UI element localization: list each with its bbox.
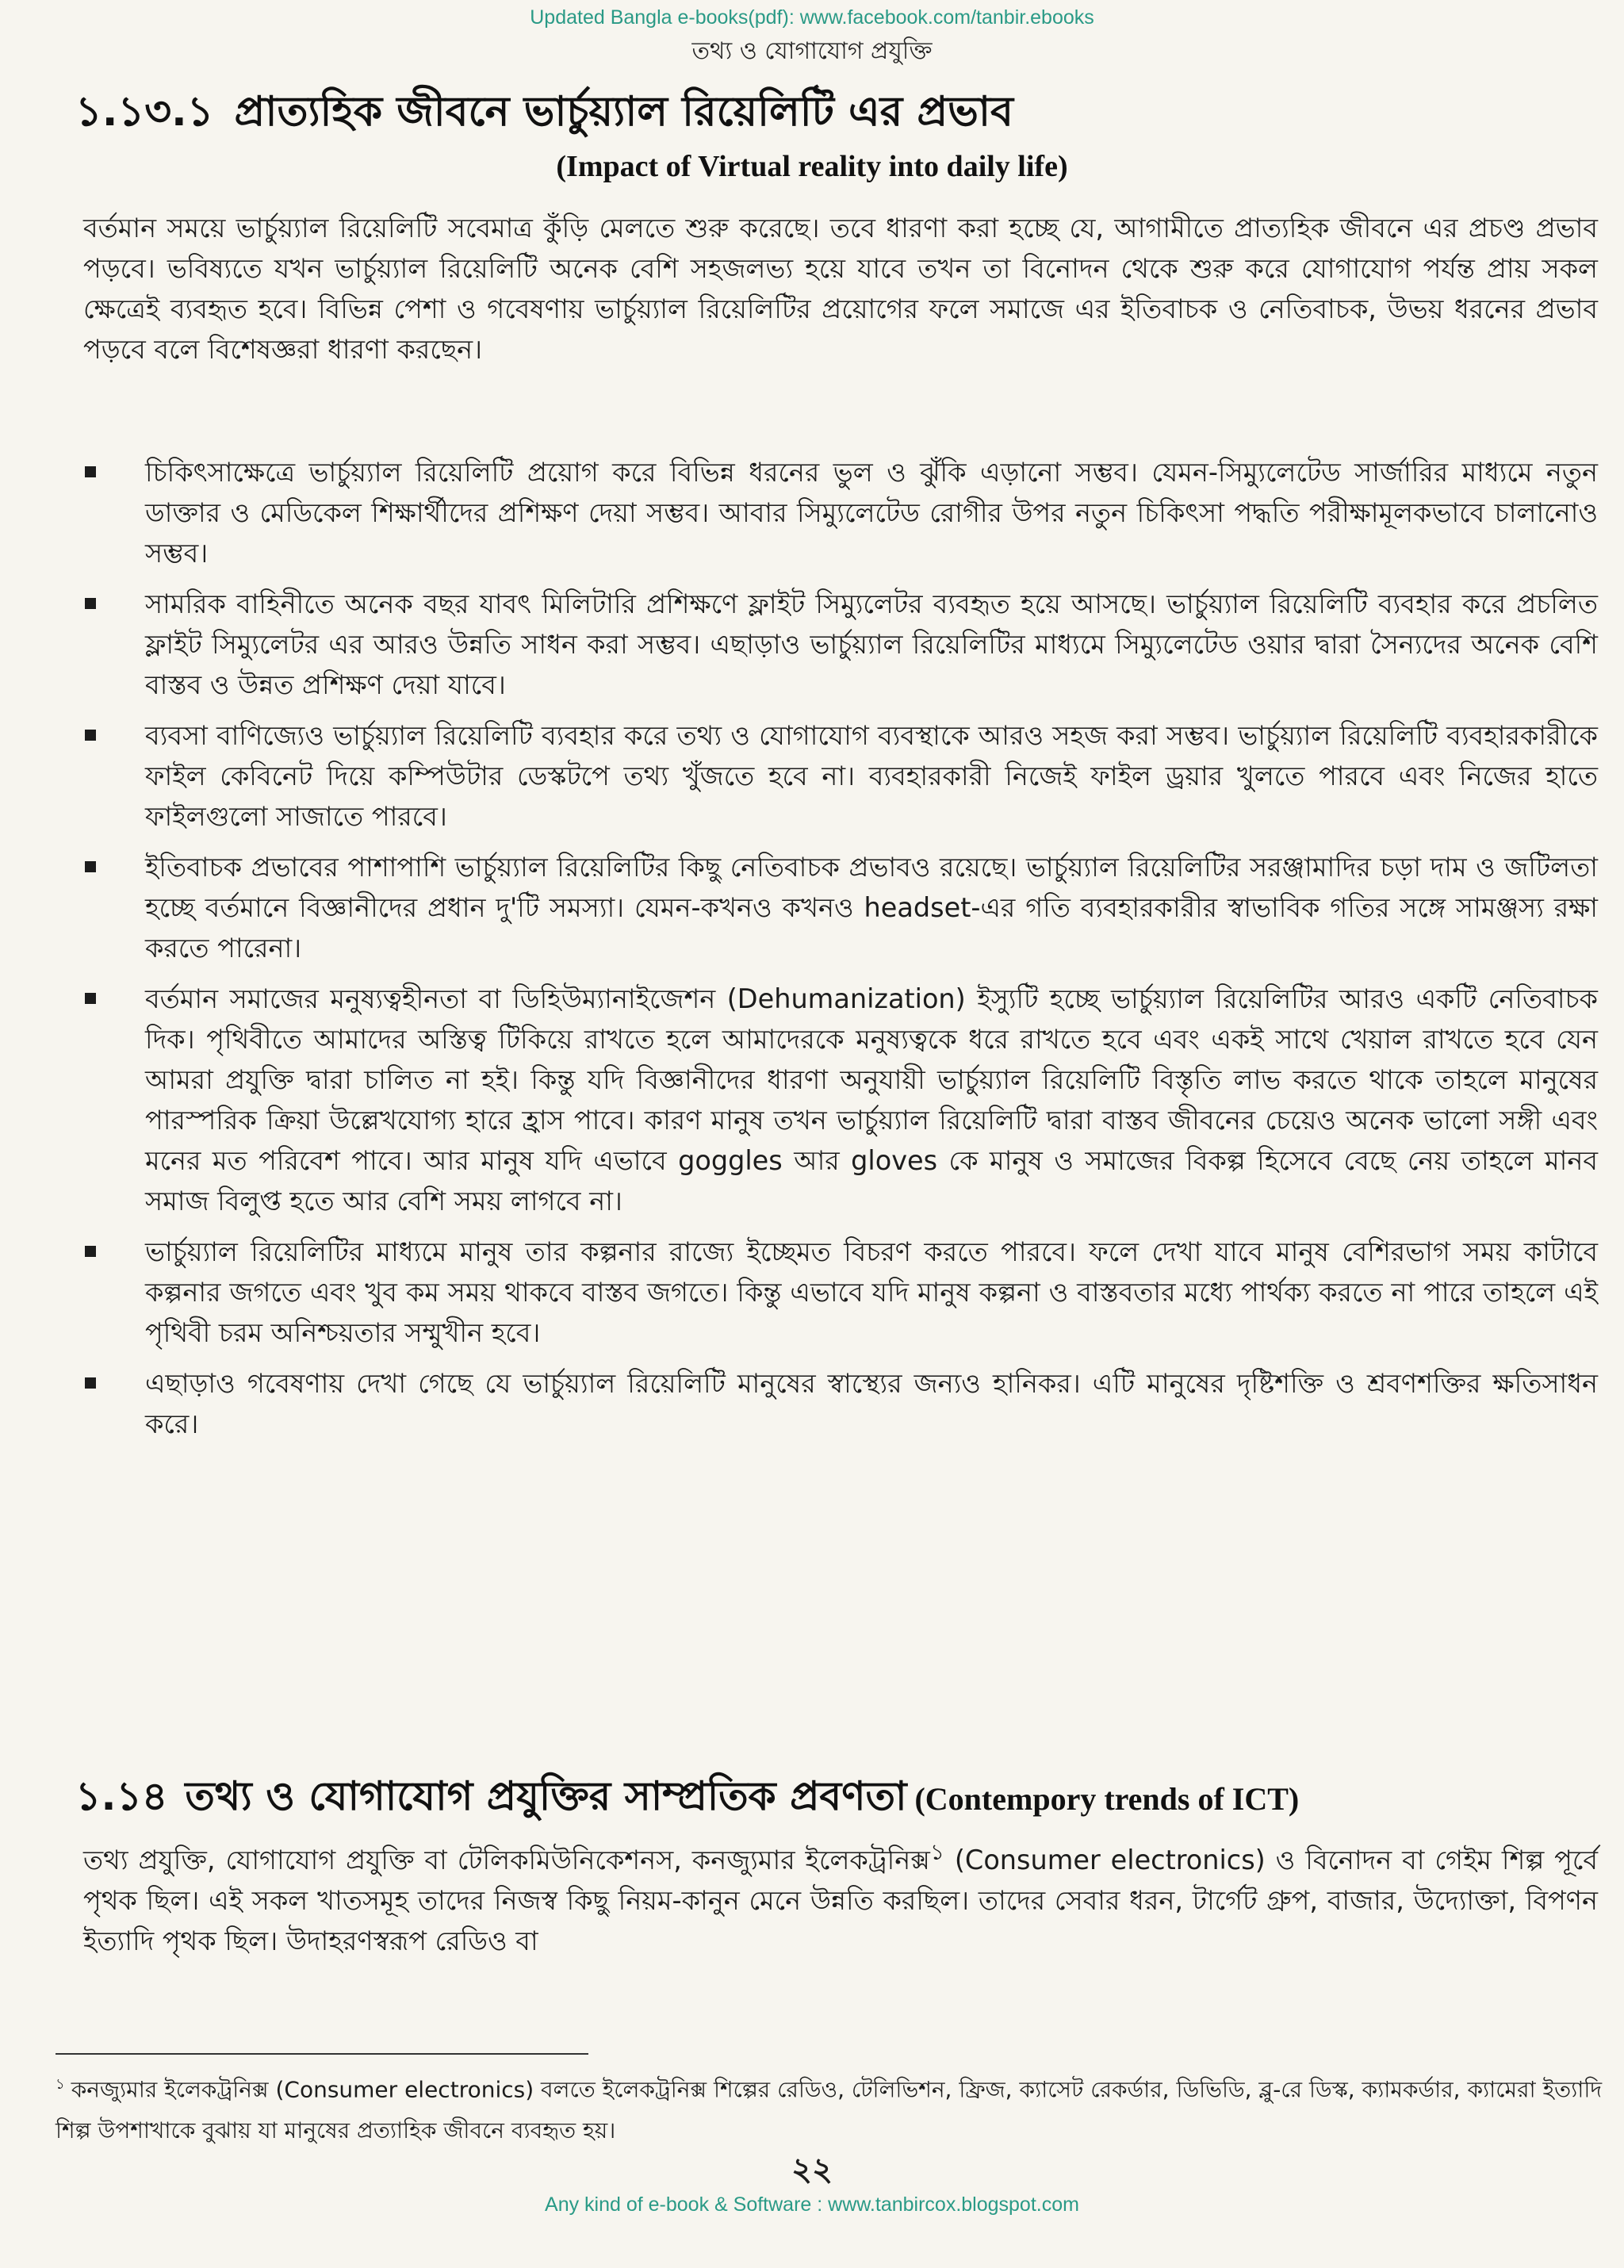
bullet-text: বর্তমান সমাজের মনুষ্যত্বহীনতা বা ডিহিউম্যানাইজেশন (Dehumanization) ইস্যুটি হচ্ছে ভার্চুয়্যাল রিয়েলিটির আরও একটি নেতিবাচক দিক। পৃথিবীতে আমাদের অস্তিত্ব টিকিয়ে রাখতে হলে আমাদেরকে মনুষ্যত্বকে ধরে রাখতে হবে এবং একই সাথে খেয়াল রাখতে হবে যেন আমরা প্রযুক্তি দ্বারা চালিত না হই। কিন্তু যদি বিজ্ঞানীদের ধারণা অনুযায়ী ভার্চুয়্যাল রিয়েলিটি বিস্তৃতি লাভ করতে থাকে তাহলে মানুষের পারস্পরিক ক্রিয়া উল্লেখযোগ্য হারে হ্রাস পাবে। কারণ মানুষ তখন ভার্চুয়্যাল রিয়েলিটি দ্বারা বাস্তব জীবনের চেয়েও অনেক ভালো সঙ্গী এবং মনের মত পরিবেশ পাবে। আর মানুষ যদি এভাবে goggles আর gloves কে মানুষ ও সমাজের বিকল্প হিসেবে বেছে নেয় তাহলে মানব সমাজ বিলুপ্ত হতে আর বেশি সময় লাগবে না।: [145, 983, 1598, 1216]
bullet-item-medical: [83, 452, 1598, 573]
bullet-text: ব্যবসা বাণিজ্যেও ভার্চুয়্যাল রিয়েলিটি ব্যবহার করে তথ্য ও যোগাযোগ ব্যবস্থাকে আরও সহজ করা সম্ভব। ভার্চুয়্যাল রিয়েলিটি ব্যবহারকারীকে ফাইল কেবিনেট দিয়ে কম্পিউটার ডেস্কটপে তথ্য খুঁজতে হবে না। ব্যবহারকারী নিজেই ফাইল ড্রয়ার খুলতে পারবে এবং নিজের হাতে ফাইলগুলো সাজাতে পারবে।: [145, 720, 1598, 832]
footnote-text: কনজ্যুমার ইলেকট্রনিক্স (Consumer electronics) বলতে ইলেকট্রনিক্স শিল্পের রেডিও, টেলিভিশন, ফ্রিজ, ক্যাসেট রেকর্ডার, ডিভিডি, ব্লু-রে ডিস্ক, ক্যামকর্ডার, ক্যামেরা ইত্যাদি শিল্প উপশাখাকে বুঝায় যা মানুষের প্রত্যাহিক জীবনে ব্যবহৃত হয়।: [56, 2076, 1603, 2144]
bottom-watermark-link: Any kind of e-book & Software : www.tanbircox.blogspot.com: [545, 2193, 1079, 2216]
section-number: ১.১৪: [75, 1773, 168, 1819]
section-heading-1-13-1: [75, 79, 1013, 148]
bullet-text: সামরিক বাহিনীতে অনেক বছর যাবৎ মিলিটারি প্রশিক্ষণে ফ্লাইট সিম্যুলেটর ব্যবহৃত হয়ে আসছে। ভার্চুয়্যাল রিয়েলিটি ব্যবহার করে প্রচলিত ফ্লাইট সিম্যুলেটর এর আরও উন্নতি সাধন করা সম্ভব। এছাড়াও ভার্চুয়্যাল রিয়েলিটির মাধ্যমে সিম্যুলেটেড ওয়ার দ্বারা সৈন্যদের অনেক বেশি বাস্তব ও উন্নত প্রশিক্ষণ দেয়া যাবে।: [145, 588, 1598, 700]
section-title-english: (Contempory trends of ICT): [914, 1781, 1300, 1817]
running-header: তথ্য ও যোগাযোগ প্রযুক্তি: [691, 37, 933, 65]
bullet-item-health: [83, 1363, 1598, 1444]
bullet-item-military: [83, 584, 1598, 705]
footnote-reference: ১: [929, 1839, 944, 1865]
footnote: [56, 2064, 1606, 2151]
bullet-square-icon: [85, 1246, 96, 1257]
bullet-square-icon: [85, 598, 96, 609]
paragraph-text-rest: (Consumer electronics) ও বিনোদন বা গেইম শিল্প পূর্বে পৃথক ছিল। এই সকল খাতসমূহ তাদের নিজস্ব কিছু নিয়ম-কানুন মেনে উন্নতি করছিল। তাদের সেবার ধরন, টার্গেট গ্রুপ, বাজার, উদ্যোক্তা, বিপণন ইত্যাদি পৃথক ছিল। উদাহরণস্বরূপ রেডিও বা: [83, 1845, 1598, 1957]
bullet-square-icon: [85, 730, 96, 741]
impact-bullet-list: [83, 452, 1598, 1454]
top-watermark-link: Updated Bangla e-books(pdf): www.facebook.com/tanbir.ebooks: [530, 6, 1094, 29]
intro-paragraph: বর্তমান সময়ে ভার্চুয়্যাল রিয়েলিটি সবেমাত্র কুঁড়ি মেলতে শুরু করেছে। তবে ধারণা করা হচ্ছে যে, আগামীতে প্রাত্যহিক জীবনে এর প্রচণ্ড প্রভাব পড়বে। ভবিষ্যতে যখন ভার্চুয়্যাল রিয়েলিটি অনেক বেশি সহজলভ্য হয়ে যাবে তখন তা বিনোদন থেকে শুরু করে যোগাযোগ পর্যন্ত প্রায় সকল ক্ষেত্রেই ব্যবহৃত হবে। বিভিন্ন পেশা ও গবেষণায় ভার্চুয়্যাল রিয়েলিটির প্রয়োগের ফলে সমাজে এর ইতিবাচক ও নেতিবাচক, উভয় ধরনের প্রভাব পড়বে বলে বিশেষজ্ঞরা ধারণা করছেন।: [83, 213, 1598, 365]
footnote-divider: [56, 2053, 588, 2055]
bullet-item-dehumanization: [83, 979, 1598, 1221]
footnote-mark: ১: [56, 2076, 65, 2093]
bullet-square-icon: [85, 1377, 96, 1389]
bullet-item-negative: [83, 847, 1598, 968]
bullet-text: ইতিবাচক প্রভাবের পাশাপাশি ভার্চুয়্যাল রিয়েলিটির কিছু নেতিবাচক প্রভাবও রয়েছে। ভার্চুয়্যাল রিয়েলিটির সরঞ্জামাদির চড়া দাম ও জটিলতা হচ্ছে বর্তমানে বিজ্ঞানীদের প্রধান দু'টি সমস্যা। যেমন-কখনও কখনও headset-এর গতি ব্যবহারকারীর স্বাভাবিক গতির সঙ্গে সামঞ্জস্য রক্ষা করতে পারেনা।: [145, 852, 1598, 964]
ict-trends-paragraph: [83, 1832, 1598, 1961]
page-number: ২২: [791, 2151, 833, 2188]
bullet-item-business: [83, 715, 1598, 837]
bullet-text: চিকিৎসাক্ষেত্রে ভার্চুয়্যাল রিয়েলিটি প্রয়োগ করে বিভিন্ন ধরনের ভুল ও ঝুঁকি এড়ানো সম্ভব। যেমন-সিম্যুলেটেড সার্জারির মাধ্যমে নতুন ডাক্তার ও মেডিকেল শিক্ষার্থীদের প্রশিক্ষণ দেয়া সম্ভব। আবার সিম্যুলেটেড রোগীর উপর নতুন চিকিৎসা পদ্ধতি পরীক্ষামূলকভাবে চালানোও সম্ভব।: [145, 457, 1598, 569]
section-subtitle-english: (Impact of Virtual reality into daily life): [556, 150, 1068, 183]
bullet-text: এছাড়াও গবেষণায় দেখা গেছে যে ভার্চুয়্যাল রিয়েলিটি মানুষের স্বাস্থ্যের জন্যও হানিকর। এটি মানুষের দৃষ্টিশক্তি ও শ্রবণশক্তির ক্ষতিসাধন করে।: [145, 1368, 1598, 1439]
paragraph-text-start: তথ্য প্রযুক্তি, যোগাযোগ প্রযুক্তি বা টেলিকমিউনিকেশনস, কনজ্যুমার ইলেকট্রনিক্স: [83, 1845, 930, 1876]
section-heading-1-14: [75, 1767, 1299, 1833]
bullet-item-imagination: [83, 1232, 1598, 1353]
section-title: তথ্য ও যোগাযোগ প্রযুক্তির সাম্প্রতিক প্রবণতা: [185, 1773, 907, 1819]
bullet-square-icon: [85, 993, 96, 1004]
bullet-text: ভার্চুয়্যাল রিয়েলিটির মাধ্যমে মানুষ তার কল্পনার রাজ্যে ইচ্ছেমত বিচরণ করতে পারবে। ফলে দেখা যাবে মানুষ বেশিরভাগ সময় কাটাবে কল্পনার জগতে এবং খুব কম সময় থাকবে বাস্তব জগতে। কিন্তু এভাবে যদি মানুষ কল্পনা ও বাস্তবতার মধ্যে পার্থক্য করতে না পারে তাহলে এই পৃথিবী চরম অনিশ্চয়তার সম্মুখীন হবে।: [145, 1236, 1598, 1348]
section-title: প্রাত্যহিক জীবনে ভার্চুয়্যাল রিয়েলিটি এর প্রভাব: [234, 88, 1013, 136]
bullet-square-icon: [85, 466, 96, 477]
bullet-square-icon: [85, 861, 96, 872]
section-number: ১.১৩.১: [75, 88, 214, 136]
